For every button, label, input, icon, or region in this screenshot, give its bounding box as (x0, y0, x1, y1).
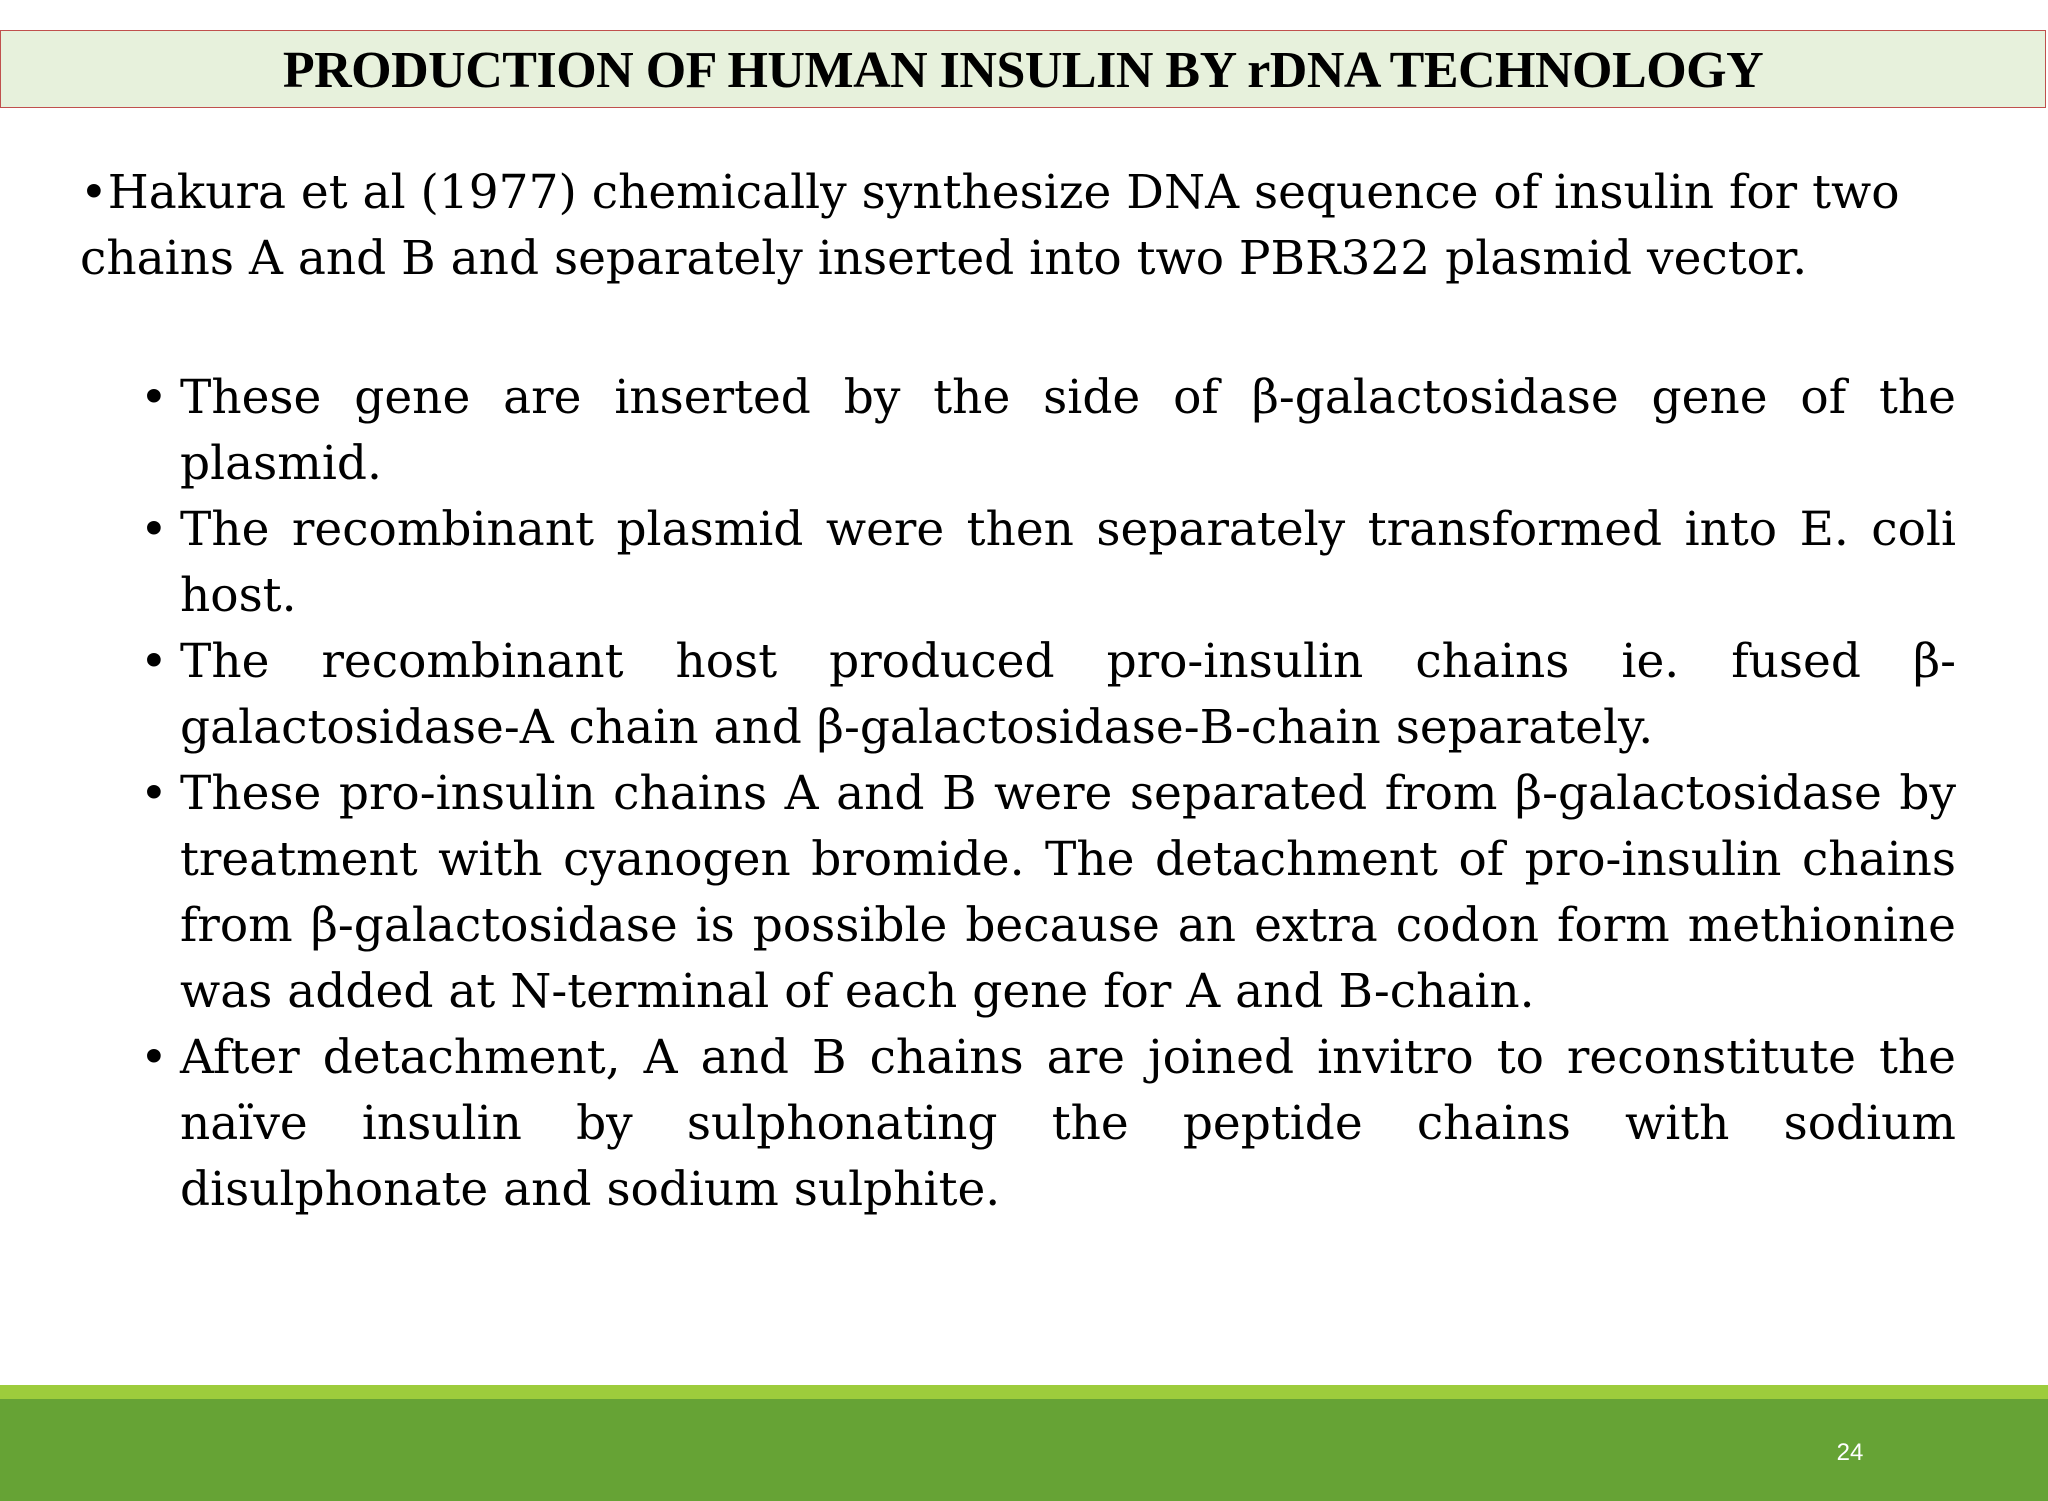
bullet-marker: • (140, 766, 168, 821)
list-item (140, 629, 1956, 761)
bullet-text: The recombinant plasmid were then separately transformed into E. coli host. (180, 502, 1956, 623)
footer-bar (0, 1399, 2048, 1501)
slide-title: PRODUCTION OF HUMAN INSULIN BY rDNA TECHNOLOGY (282, 41, 1764, 99)
list-item (140, 497, 1956, 629)
bullet-text: These gene are inserted by the side of β-galactosidase gene of the plasmid. (180, 370, 1956, 491)
bullet-list (140, 365, 1956, 1223)
bullet-marker: • (140, 370, 168, 425)
bullet-text: These pro-insulin chains A and B were separated from β-galactosidase by treatment with cyanogen bromide. The detachment of pro-insulin chains from β-galactosidase is possible because an extra codon form methionine was added at N-terminal of each gene for A and B-chain. (180, 766, 1956, 1019)
slide-content (80, 160, 1956, 1217)
footer-accent-stripe (0, 1385, 2048, 1399)
bullet-text: After detachment, A and B chains are joined invitro to reconstitute the naïve insulin by sulphonating the peptide chains with sodium disulphonate and sodium sulphite. (180, 1030, 1956, 1217)
list-item (140, 761, 1956, 1025)
list-item (140, 1025, 1956, 1223)
title-bar (0, 30, 2046, 108)
bullet-marker: • (140, 1030, 168, 1085)
bullet-text: The recombinant host produced pro-insulin chains ie. fused β-galactosidase-A chain and β-galactosidase-B-chain separately. (180, 634, 1956, 755)
intro-paragraph: •Hakura et al (1977) chemically synthesize DNA sequence of insulin for two chains A and B and separately inserted into two PBR322 plasmid vector. (80, 165, 1900, 286)
page-number: 24 (1836, 1439, 1864, 1466)
list-item (140, 365, 1956, 497)
bullet-marker: • (140, 634, 168, 689)
bullet-marker: • (140, 502, 168, 557)
